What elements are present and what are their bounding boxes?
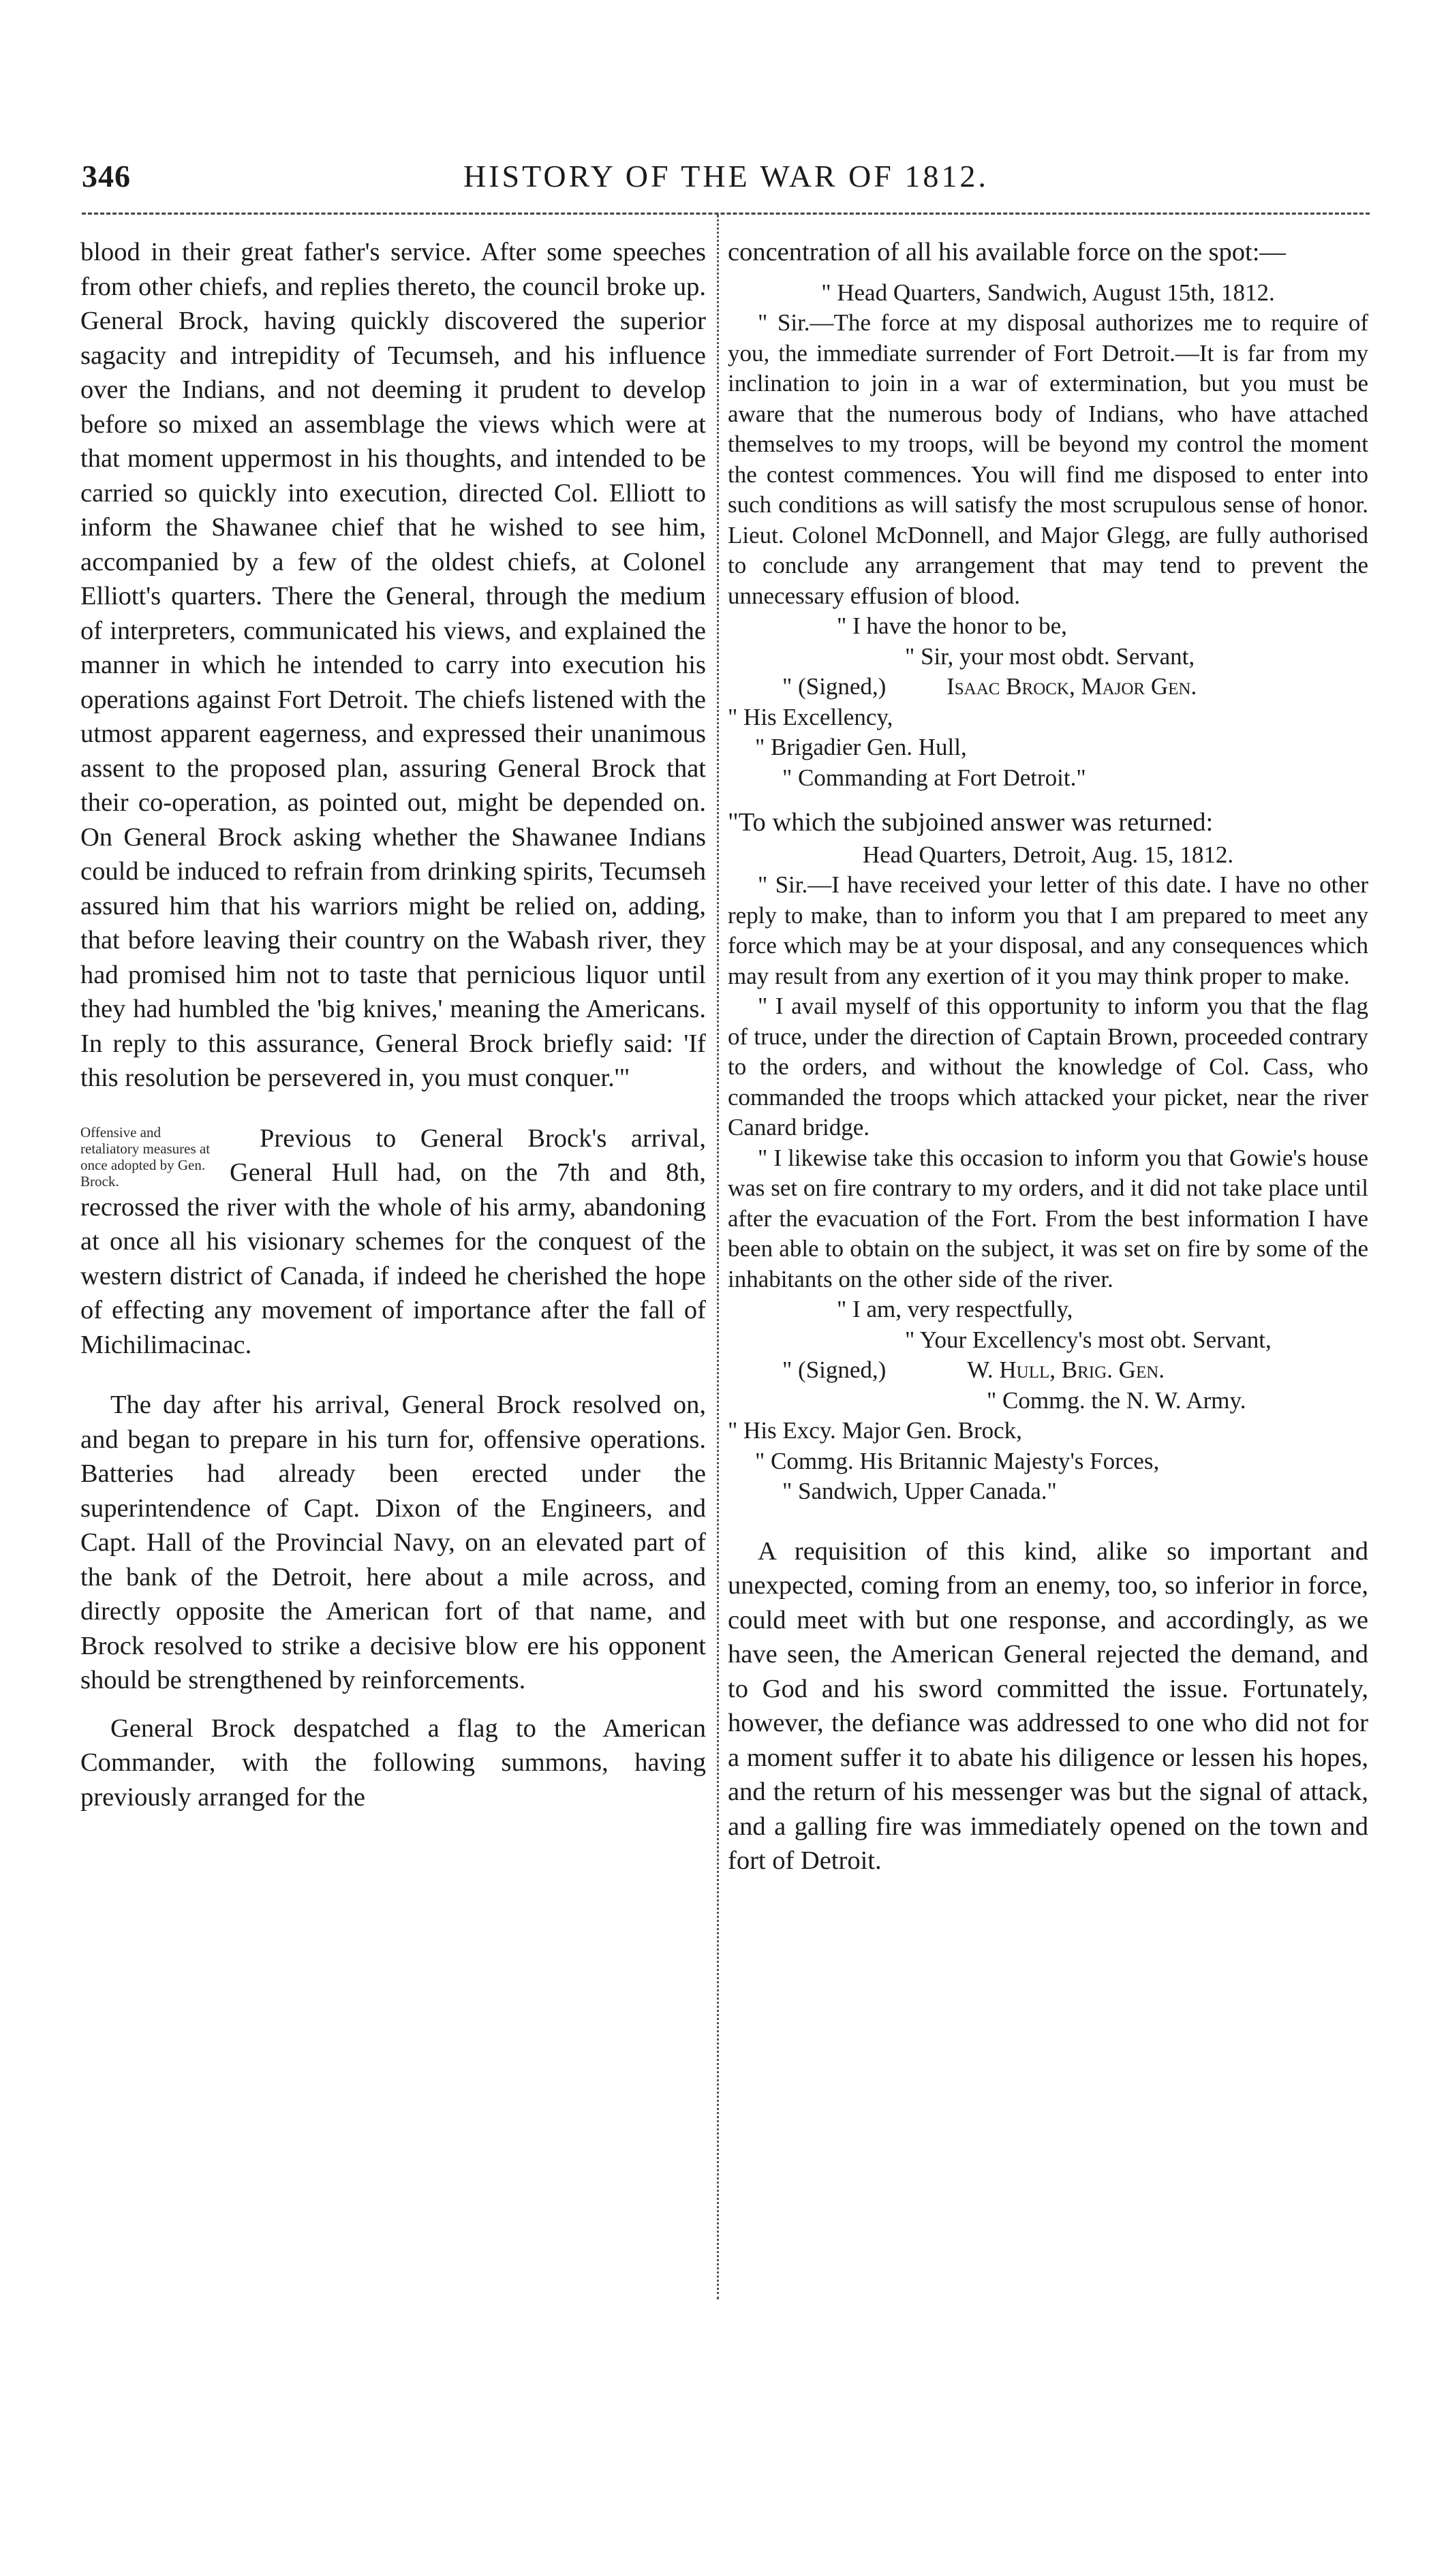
paragraph-requisition: A requisition of this kind, alike so important and unexpected, coming from an enemy, too, so inferior in force, could meet with but one response, and accordingly, as we have seen, the American General rejected the demand, and to God and his sword committed the issue. Fortunately, however, the defiance was addressed to one who did not for a moment suffer it to abate his diligence or lessen his hopes, and the return of his messenger was but the signal of attack, and a galling fire was immediately opened on the town and fort of Detroit. [728, 1536, 1368, 1875]
letter-hull-close-3: " Commg. the N. W. Army. [987, 1386, 1246, 1414]
letter-brock-address-1: " His Excellency, [728, 703, 893, 730]
letter-hull [728, 840, 1368, 1507]
letter-brock-signed-name: Isaac Brock, Major Gen. [947, 673, 1197, 700]
letter-brock-close-1: " I have the honor to be, [837, 612, 1067, 639]
column-divider [717, 215, 719, 2299]
letter-hull-body-3: " I likewise take this occasion to inform you that Gowie's house was set on fire contrary to my orders, and it did not take place until after the evacuation of the Fort. From the best information I have been able to obtain on the subject, it was set on fire by some of the inhabitants on the other side of the river. [728, 1144, 1368, 1292]
right-column [728, 235, 1368, 1878]
letter-hull-address-3: " Sandwich, Upper Canada." [782, 1478, 1057, 1504]
paragraph-council: blood in their great father's service. After some speeches from other chiefs, and replies thereto, the council broke up. General Brock, having quickly discovered the superior sagacity and intrepidity of Tecumseh, and his influence over the Indians, and not deeming it prudent to develop before so mixed an assemblage the views which were at that moment uppermost in his thoughts, and intended to be carried so quickly into execution, directed Col. Elliott to inform the Shawanee chief that he wished to see him, accompanied by a few of the oldest chiefs, at Colonel Elliott's quarters. There the General, through the medium of interpreters, communicated his views, and explained the manner in which he intended to carry into execution his operations against Fort Detroit. The chiefs listened with the utmost apparent eagerness, and expressed their unanimous assent to the proposed plan, assuring General Brock that their co-operation, as pointed out, might be depended on. On General Brock asking whether the Shawanee Indians could be induced to refrain from drinking spirits, Tecumseh assured him that his warriors might be relied on, adding, that before leaving their country on the Wabash river, they had promised him not to taste that pernicious liquor until they had humbled the 'big knives,' meaning the Americans. In reply to this assurance, General Brock briefly said: 'If this resolution be persevered in, you must conquer.'" [80, 238, 706, 1092]
letter-hull-signature [728, 1355, 1368, 1386]
letter-hull-signed-prefix: " (Signed,) [782, 1356, 887, 1383]
margin-note: Offensive and retaliatory measures at once adopted by Gen. Brock. [80, 1123, 211, 1190]
letter-hull-signed-name: W. Hull, Brig. Gen. [967, 1356, 1165, 1383]
answer-intro: "To which the subjoined answer was returned: [728, 808, 1214, 837]
letter-hull-body-2: " I avail myself of this opportunity to inform you that the flag of truce, under the direction of Captain Brown, proceeded contrary to the orders, and without the knowledge of Col. Cass, who commanded the troops which attacked your picket, near the river Canard bridge. [728, 993, 1368, 1140]
letter-hull-body-1: " Sir.—I have received your letter of this date. I have no other reply to make, than to inform you that I am prepared to meet any force which may be at your disposal, and any consequences which may result from any exertion of it you may think proper to make. [728, 871, 1368, 989]
letter-brock [728, 278, 1368, 794]
letter-hull-close-1: " I am, very respectfully, [837, 1296, 1073, 1322]
letter-brock-dateline: " Head Quarters, Sandwich, August 15th, 1812. [821, 279, 1275, 306]
letter-hull-address-1: " His Excy. Major Gen. Brock, [728, 1417, 1022, 1444]
running-title: HISTORY OF THE WAR OF 1812. [463, 159, 989, 193]
left-column [80, 235, 706, 1814]
page-number: 346 [82, 159, 131, 193]
page-header [82, 158, 1376, 213]
paragraph-concentration: concentration of all his available force on the spot:— [728, 238, 1286, 266]
letter-brock-close-2: " Sir, your most obdt. Servant, [905, 642, 1195, 670]
letter-hull-dateline: Head Quarters, Detroit, Aug. 15, 1812. [862, 841, 1234, 868]
letter-brock-address-2: " Brigadier Gen. Hull, [755, 734, 967, 760]
letter-hull-address-2: " Commg. His Britannic Majesty's Forces, [755, 1447, 1160, 1474]
paragraph-brock-offensive: The day after his arrival, General Brock resolved on, and began to prepare in his turn for, offensive operations. Batteries had already been erected under the superintendence of Capt. Dixon of the Engineers, and Capt. Hall of the Provincial Navy, on an elevated part of the bank of the Detroit, here about a mile across, and directly opposite the American fort of that name, and Brock resolved to strike a decisive blow ere his opponent should be strengthened by reinforcements. [80, 1391, 706, 1694]
header-rule [82, 213, 1370, 215]
letter-brock-signed-prefix: " (Signed,) [782, 673, 887, 700]
paragraph-flag-summons: General Brock despatched a flag to the American Commander, with the following summons, having previously arranged for the [80, 1713, 706, 1812]
paragraph-hull-retreat-block [80, 1121, 706, 1363]
letter-hull-close-2: " Your Excellency's most obt. Servant, [905, 1326, 1272, 1353]
paragraph-hull-retreat: Previous to General Brock's arrival, General Hull had, on the 7th and 8th, recrossed the river with the whole of his army, abandoning at once all his visionary schemes for the conquest of the western district of Canada, if indeed he cherished the hope of effecting any movement of importance after the fall of Michilimacinac. [80, 1123, 706, 1359]
letter-brock-signature [728, 672, 1368, 702]
letter-brock-address-3: " Commanding at Fort Detroit." [782, 764, 1086, 791]
letter-brock-body: " Sir.—The force at my disposal authorizes me to require of you, the immediate surrender of Fort Detroit.—It is far from my inclination to join in a war of extermination, but you must be aware that the numerous body of Indians, who have attached themselves to my troops, will be beyond my control the moment the contest commences. You will find me disposed to enter into such conditions as will satisfy the most scrupulous sense of honor. Lieut. Colonel McDonnell, and Major Glegg, are fully authorised to conclude any arrangement that may tend to prevent the unnecessary effusion of blood. [728, 309, 1368, 609]
